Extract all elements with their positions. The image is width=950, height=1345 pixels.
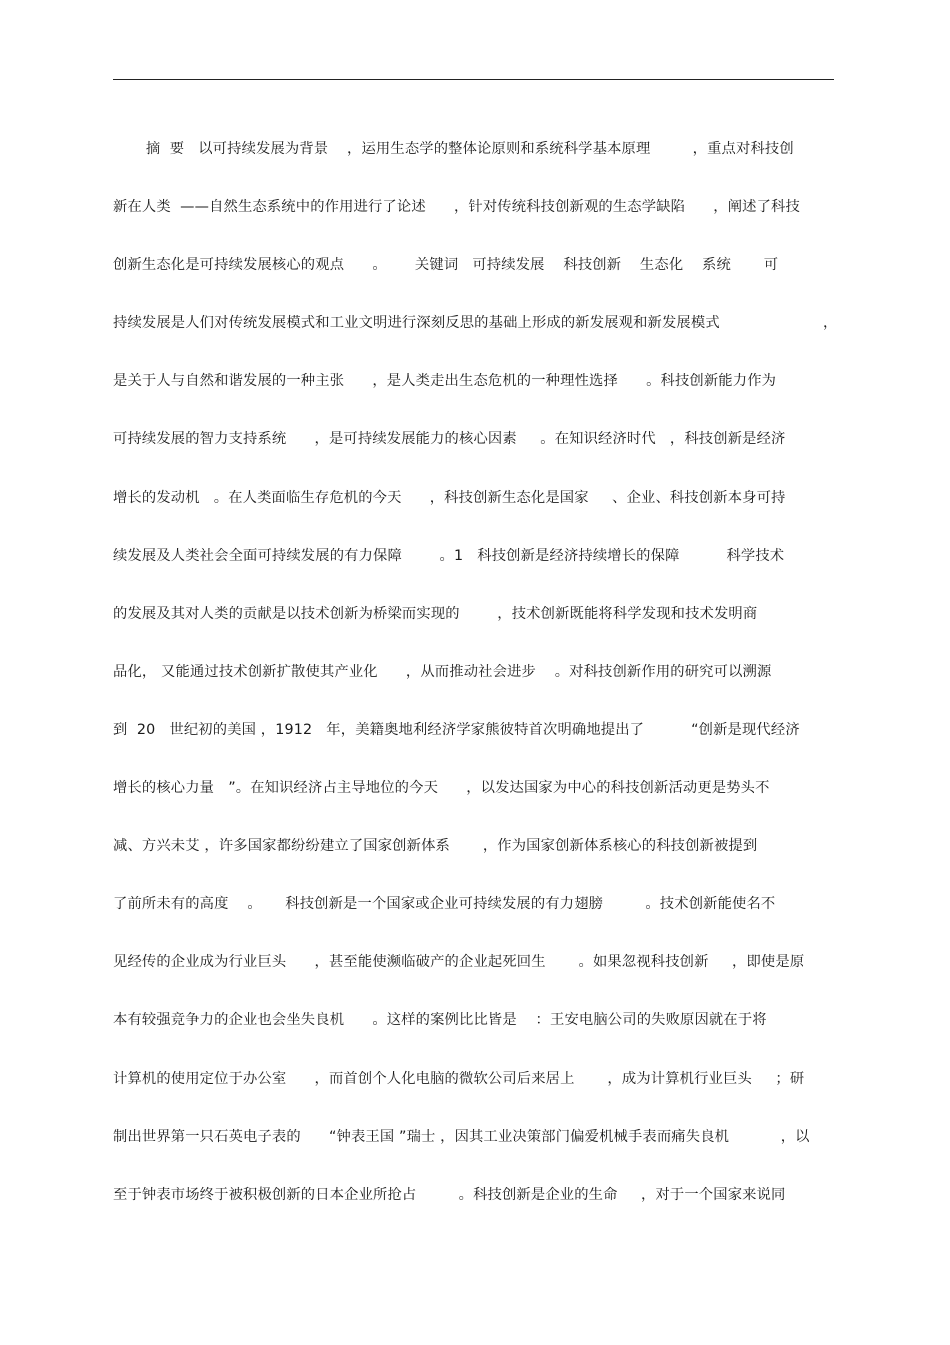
text-line: 增长的发动机 。在人类面临生存危机的今天 ，科技创新生态化是国家 、企业、科技创新本身可持 <box>113 489 786 506</box>
text-line: 减、方兴未艾 ，许多国家都纷纷建立了国家创新体系 ，作为国家创新体系核心的科技创新被提到 <box>113 838 758 855</box>
text-line: 持续发展是人们对传统发展模式和工业文明进行深刻反思的基础上形成的新发展观和新发展模式 ， <box>113 315 838 332</box>
text-line: 到 20 世纪初的美国 ，1912 年，美籍奥地利经济学家熊彼特首次明确地提出了 “创新是现代经济 <box>113 721 800 738</box>
text-line: 至于钟表市场终于被积极创新的日本企业所抢占 。科技创新是企业的生命 ，对于一个国家来说同 <box>113 1186 786 1203</box>
text-line: 的发展及其对人类的贡献是以技术创新为桥梁而实现的 ，技术创新既能将科学发现和技术发明商 <box>113 605 758 622</box>
text-line: 增长的核心力量 ”。在知识经济占主导地位的今天 ，以发达国家为中心的科技创新活动更是势头不 <box>113 780 770 797</box>
text-line: 可持续发展的智力支持系统 ，是可持续发展能力的核心因素 。在知识经济时代 ，科技创新是经济 <box>113 431 786 448</box>
text-line: 制出世界第一只石英电子表的 “钟表王国 ”瑞士 ，因其工业决策部门偏爱机械手表而痛失良机 ，以 <box>113 1128 810 1145</box>
text-line: 摘 要 以可持续发展为背景 ，运用生态学的整体论原则和系统科学基本原理 ，重点对科技创 <box>113 141 794 157</box>
text-line: 续发展及人类社会全面可持续发展的有力保障 。1 科技创新是经济持续增长的保障 科学技术 <box>113 547 785 564</box>
text-line: 见经传的企业成为行业巨头 ，甚至能使濒临破产的企业起死回生 。如果忽视科技创新 ，即使是原 <box>113 954 805 971</box>
text-line: 新在人类 ——自然生态系统中的作用进行了论述 ，针对传统科技创新观的生态学缺陷 ，阐述了科技 <box>113 199 800 216</box>
text-line: 了前所未有的高度 。 科技创新是一个国家或企业可持续发展的有力翅膀 。技术创新能使名不 <box>113 896 776 913</box>
text-line: 是关于人与自然和谐发展的一种主张 ，是人类走出生态危机的一种理性选择 。科技创新能力作为 <box>113 373 777 390</box>
text-line: 计算机的使用定位于办公室 ，而首创个人化电脑的微软公司后来居上 ，成为计算机行业巨头 ；研 <box>113 1070 805 1087</box>
text-line: 本有较强竞争力的企业也会坐失良机 。这样的案例比比皆是 ：王安电脑公司的失败原因就在于将 <box>113 1012 767 1029</box>
text-line: 创新生态化是可持续发展核心的观点 。 关键词 可持续发展 科技创新 生态化 系统 可 <box>113 257 779 274</box>
header-rule <box>113 79 834 80</box>
body-text <box>113 138 853 1242</box>
text-line: 品化， 又能通过技术创新扩散使其产业化 ，从而推动社会进步 。对科技创新作用的研究可以溯源 <box>113 663 772 680</box>
